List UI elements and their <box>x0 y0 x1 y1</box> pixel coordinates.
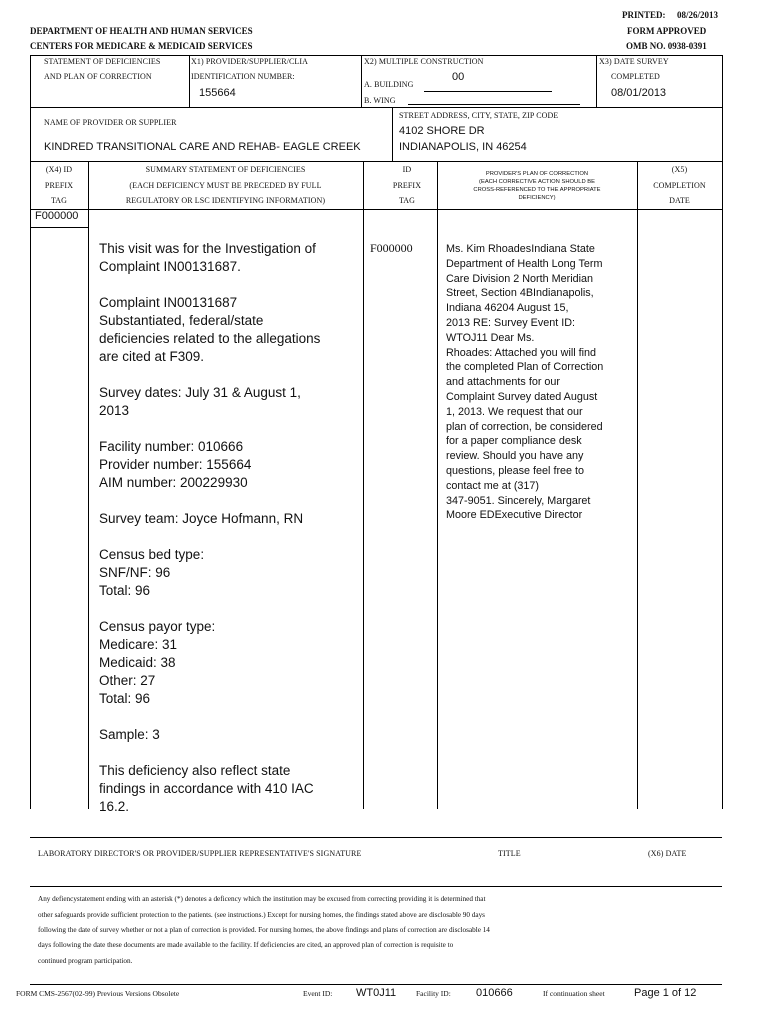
footer-divider <box>30 984 722 985</box>
wing-label: B. WING <box>364 96 396 105</box>
omb-number: OMB NO. 0938-0391 <box>626 41 707 51</box>
provider-id-value: 155664 <box>199 87 236 99</box>
signature-label: LABORATORY DIRECTOR'S OR PROVIDER/SUPPLIER REPRESENTATIVE'S SIGNATURE <box>38 849 362 858</box>
department-name: DEPARTMENT OF HEALTH AND HUMAN SERVICES <box>30 26 253 36</box>
x4-header-line2: PREFIX <box>44 181 74 190</box>
building-underline <box>424 91 552 92</box>
centers-name: CENTERS FOR MEDICARE & MEDICAID SERVICES <box>30 41 253 51</box>
plan-header-line1: PROVIDER'S PLAN OF CORRECTION <box>485 171 589 177</box>
provider-name-value: KINDRED TRANSITIONAL CARE AND REHAB- EAGLE CREEK <box>44 141 361 153</box>
event-id-value: WT0J11 <box>356 987 397 999</box>
address-line1: 4102 SHORE DR <box>399 125 485 137</box>
printed-date: 08/26/2013 <box>677 10 719 20</box>
provider-name-label: NAME OF PROVIDER OR SUPPLIER <box>44 118 177 127</box>
disclaimer-line1: Any defiencystatement ending with an asterisk (*) denotes a deficency which the institution may be excused from correcting providing it is determined that <box>38 895 486 903</box>
summary-header-line2: (EACH DEFICIENCY MUST BE PRECEDED BY FULL <box>129 181 322 190</box>
survey-date-value: 08/01/2013 <box>611 87 667 99</box>
id-header-line3: TAG <box>398 196 416 205</box>
address-label: STREET ADDRESS, CITY, STATE, ZIP CODE <box>399 111 559 120</box>
plan-of-correction: Ms. Kim RhoadesIndiana State Department of Health Long Term Care Division 2 North Meridian Street, Section 4BIndianapolis, Indiana 46204 August 15, 2013 RE: Survey Event ID: WTOJ11 Dear Ms. Rhoades: Attached you will find the completed Plan of Correction and attachments for our Complaint Survey dated August 1, 2013. We request that our plan of correction, be considered for a paper compliance desk review. Should you have any questions, please feel free to contact me at (317) 347-9051. Sincerely, Margaret Moore EDExecutive Director <box>446 243 604 522</box>
x3-label-line2: COMPLETED <box>611 72 660 81</box>
x4-header-line1: (X4) ID <box>45 165 73 174</box>
form-approved: FORM APPROVED <box>627 26 707 36</box>
x5-header-line1: (X5) <box>671 165 688 174</box>
page-number: Page 1 of 12 <box>634 987 697 999</box>
disclaimer-line4: days following the date these documents are made available to the facility. If deficiencies are cited, an approved plan of correction is requisite to <box>38 941 454 949</box>
title-label: TITLE <box>498 849 521 858</box>
disclaimer-line3: following the date of survey whether or not a plan of correction is provided. For nursing homes, the above findings and plans of correction are disclosable 14 <box>38 926 490 934</box>
building-label: A. BUILDING <box>364 80 414 89</box>
printed-label: PRINTED: <box>622 10 666 20</box>
id-header-line1: ID <box>402 165 412 174</box>
facility-id-label: Facility ID: <box>416 989 451 998</box>
summary-header-line1: SUMMARY STATEMENT OF DEFICIENCIES <box>145 165 306 174</box>
statement-label-line2: AND PLAN OF CORRECTION <box>44 72 152 81</box>
x6-date-label: (X6) DATE <box>648 849 687 858</box>
x1-label-line2: IDENTIFICATION NUMBER: <box>191 72 295 81</box>
id-header-line2: PREFIX <box>392 181 422 190</box>
summary-statement: This visit was for the Investigation of Complaint IN00131687. Complaint IN00131687 Substantiated, federal/state deficiencies related to the allegations are cited at F309. Survey dates: July 31 & August 1, 2013 Facility number: 010666 Provider number: 155664 AIM number: 200229930 Survey team: Joyce Hofmann, RN Census bed type: SNF/NF: 96 Total: 96 Census payor type: Medicare: 31 Medicaid: 38 Other: 27 Total: 96 Sample: 3 This deficiency also reflect state findings in accordance with 410 IAC 16.2. <box>99 241 321 814</box>
building-value: 00 <box>452 71 465 83</box>
x3-label-line1: X3) DATE SURVEY <box>599 57 669 66</box>
x2-label: X2) MULTIPLE CONSTRUCTION <box>364 57 484 66</box>
plan-header-line2: (EACH CORRECTIVE ACTION SHOULD BE <box>479 179 595 185</box>
plan-header-line4: DEFICIENCY) <box>518 195 556 201</box>
left-prefix-tag: F000000 <box>35 210 79 222</box>
right-prefix-tag: F000000 <box>370 241 413 255</box>
continuation-label: If continuation sheet <box>543 989 605 998</box>
x5-header-line3: DATE <box>669 196 690 205</box>
disclaimer-line5: continued program participation. <box>38 957 133 965</box>
x1-label-line1: X1) PROVIDER/SUPPLIER/CLIA <box>191 57 309 66</box>
x4-header-line3: TAG <box>50 196 68 205</box>
statement-label-line1: STATEMENT OF DEFICIENCIES <box>44 57 161 66</box>
x5-header-line2: COMPLETION <box>653 181 706 190</box>
facility-id-value: 010666 <box>476 987 513 999</box>
form-number: FORM CMS-2567(02-99) Previous Versions Obsolete <box>16 989 180 998</box>
disclaimer-line2: other safeguards provide sufficient protection to the patients. (see instructions.) Except for nursing homes, the findings stated above are disclosable 90 days <box>38 911 485 919</box>
plan-header-line3: CROSS-REFERENCED TO THE APPROPRIATE <box>473 187 601 193</box>
address-line2: INDIANAPOLIS, IN 46254 <box>399 141 527 153</box>
wing-underline <box>408 104 580 105</box>
summary-header-line3: REGULATORY OR LSC IDENTIFYING INFORMATION) <box>125 196 326 205</box>
event-id-label: Event ID: <box>303 989 333 998</box>
